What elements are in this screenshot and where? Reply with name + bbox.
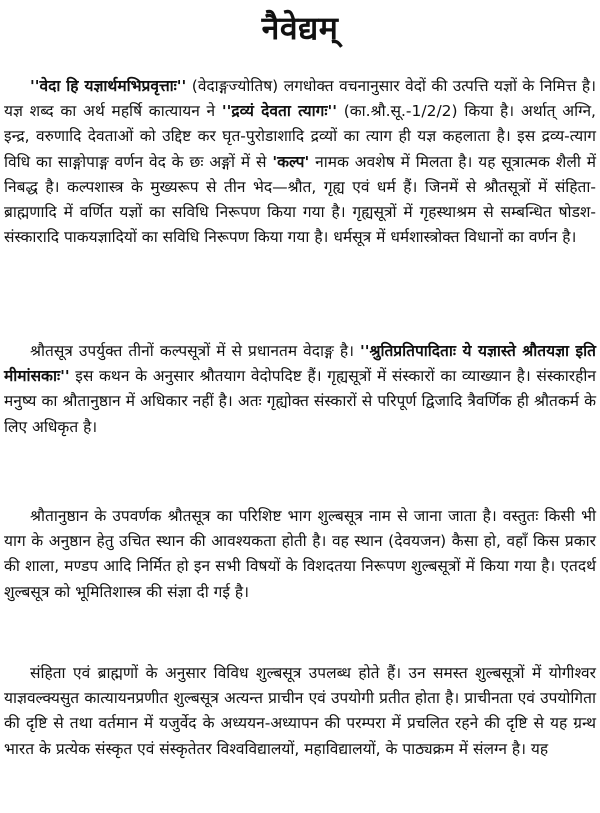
paragraph-1 [4,74,596,250]
quote-veda-yajna: ''वेदा हि यज्ञार्थमभिप्रवृत्ताः'' [30,77,187,95]
paragraph-2 [4,339,596,440]
paragraph-2-text-a: श्रौतसूत्र उपर्युक्त तीनों कल्पसूत्रों में से प्रधानतम वेदाङ्ग है। [30,342,360,360]
paragraph-1-text-a: (वेदाङ्गज्योतिष) लगधोक्त वचनानुसार वेदों की उत्पत्ति यज्ञों के निमित्त है। यज्ञ शब्द का अर्थ महर्षि कात्यायन ने [4,77,596,121]
paragraph-4-text: संहिता एवं ब्राह्मणों के अनुसार विविध शुल्बसूत्र उपलब्ध होते हैं। उन समस्त शुल्बसूत्रों में योगीश्वर याज्ञवल्क्यसुत कात्यायनप्रणीत शुल्बसूत्र अत्यन्त प्राचीन एवं उपयोगी प्रतीत होता है। प्राचीनता एवं उपयोगिता की दृष्टि से तथा वर्तमान में यजुर्वेद के अध्ययन-अध्यापन की परम्परा में प्रचलित रहने की दृष्टि से यह ग्रन्थ भारत के प्रत्येक संस्कृत एवं संस्कृतेतर विश्वविद्यालयों, महाविद्यालयों, के पाठ्यक्रम में संलग्न है। यह [4,664,596,758]
paragraph-1-text-b: (का.श्रौ.सू.-1/2/2) किया है। अर्थात् अग्नि, इन्द्र, वरुणादि देवताओं को उद्दिष्ट कर घृत-पुरोडाशादि द्रव्यों का त्याग ही यज्ञ कहलाता है। इस द्रव्य-त्याग विधि का साङ्गोपाङ्ग वर्णन वेद के छः अङ्गों में से [4,102,596,171]
paragraph-2-text-b: इस कथन के अनुसार श्रौतयाग वेदोपदिष्ट हैं। गृह्यसूत्रों में संस्कारों का व्याख्यान है। संस्कारहीन मनुष्य का श्रौतानुष्ठान में अधिकार नहीं है। अतः गृह्योक्त संस्कारों से परिपूर्ण द्विजादि त्रैवर्णिक ही श्रौतकर्म के लिए अधिकृत है। [4,367,596,436]
paragraph-3-text: श्रौतानुष्ठान के उपवर्णक श्रौतसूत्र का परिशिष्ट भाग शुल्बसूत्र नाम से जाना जाता है। वस्तुतः किसी भी याग के अनुष्ठान हेतु उचित स्थान की आवश्यकता होती है। वह स्थान (देवयजन) कैसा हो, वहाँ किस प्रकार की शाला, मण्डप आदि निर्मित हो इन सभी विषयों के विशदतया निरूपण शुल्बसूत्रों में किया गया है। एतदर्थ शुल्बसूत्र को भूमितिशास्त्र की संज्ञा दी गई है। [4,507,596,601]
term-kalpa: 'कल्प' [272,152,310,171]
paragraph-4 [4,661,596,762]
paragraph-1-text-c: नामक अवशेष में मिलता है। यह सूत्रात्मक शैली में निबद्ध है। कल्पशास्त्र के मुख्यरूप से तीन भेद—श्रौत, गृह्य एवं धर्म हैं। जिनमें से श्रौतसूत्रों में संहिता-ब्राह्मणादि में वर्णित यज्ञों का सविधि निरूपण किया गया है। गृह्यसूत्रों में गृहस्थाश्रम से सम्बन्धित षोडश-संस्कारादि पाकयज्ञादियों का सविधि निरूपण किया गया है। धर्मसूत्र में धर्मशास्त्रोक्त विधानों का वर्णन है। [4,152,596,247]
paragraph-3 [4,504,596,605]
page-title: नैवेद्यम् [261,9,339,47]
quote-dravya-devata: ''द्रव्यं देवता त्यागः'' [221,102,337,121]
quote-shruti-pratipadita: ''श्रुतिप्रतिपादिताः ये यज्ञास्ते श्रौतयज्ञा इति मीमांसकाः'' [4,342,597,386]
